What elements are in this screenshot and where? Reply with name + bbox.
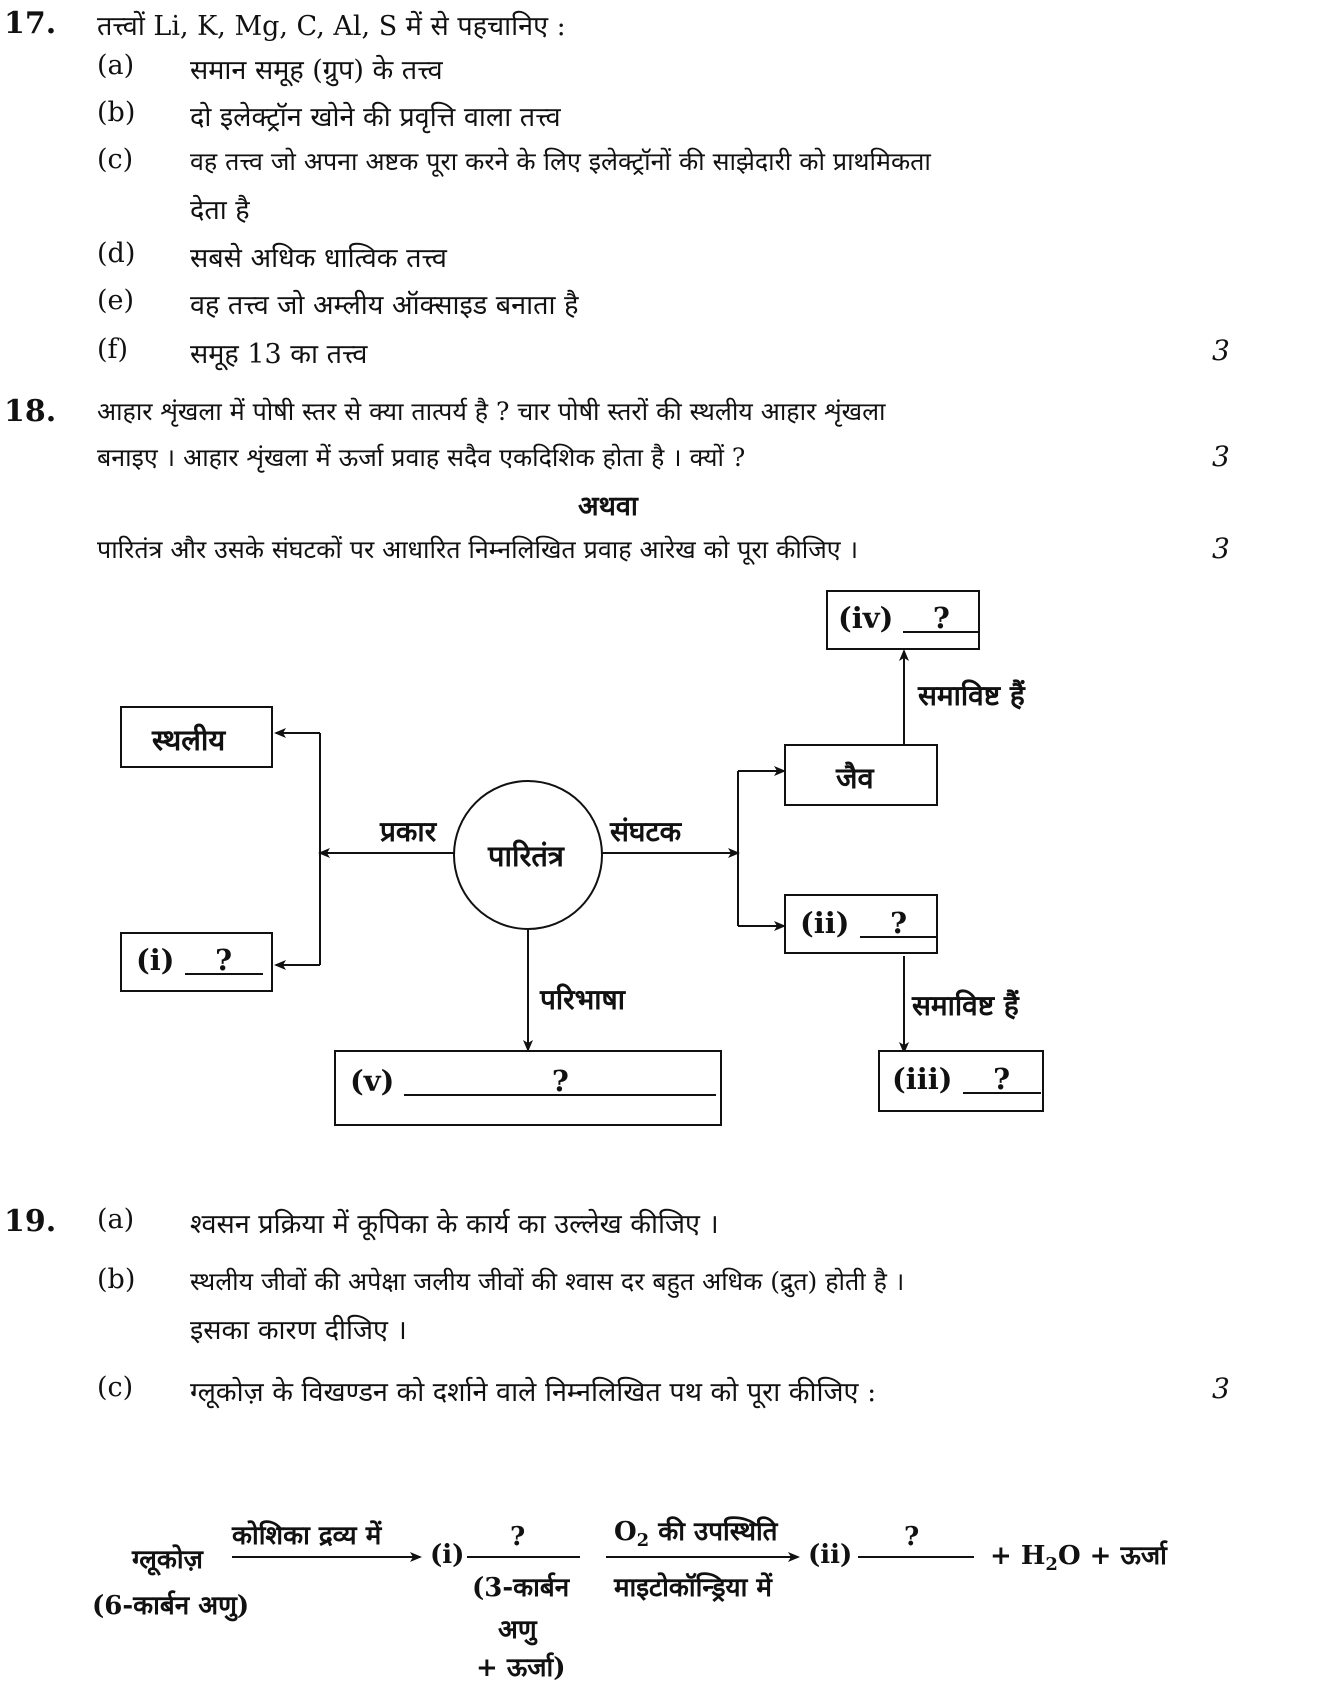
q18-line1: आहार शृंखला में पोषी स्तर से क्या तात्पर्य है ? चार पोषी स्तरों की स्थलीय आहार शृंखला: [97, 397, 886, 426]
q17-c-text-cont: देता है: [190, 195, 250, 226]
q17-f-text: समूह 13 का तत्त्व: [190, 339, 368, 370]
q18-line2: बनाइए । आहार शृंखला में ऊर्जा प्रवाह सदैव एकदिशिक होता है । क्यों ?: [97, 443, 746, 472]
q19-number: 19.: [4, 1204, 57, 1239]
water-energy-label: [990, 1536, 1167, 1575]
q17-b-text: दो इलेक्ट्रॉन खोने की प्रवृत्ति वाला तत्त्व: [190, 102, 561, 133]
glucose-sub-label: (6-कार्बन अणु): [92, 1591, 250, 1621]
q19-marks: 3: [1212, 1372, 1230, 1405]
includes-top-label: समाविष्ट हैं: [918, 679, 1025, 712]
q17-stem: तत्त्वों Li, K, Mg, C, Al, S में से पहचानिए :: [97, 11, 566, 42]
o2-symbol: O: [614, 1517, 637, 1547]
box-i-label: (i): [136, 943, 175, 977]
q18-or: अथवा: [578, 491, 638, 522]
q19-c-label: (c): [97, 1372, 134, 1403]
box-v-blank: ?: [404, 1068, 716, 1096]
q17-d-text: सबसे अधिक धात्विक तत्त्व: [190, 243, 447, 274]
q17-b-label: (b): [97, 97, 136, 128]
box-ii-label: (ii): [800, 906, 850, 940]
q17-number: 17.: [4, 6, 57, 41]
glucose-label: ग्लूकोज़: [132, 1545, 203, 1575]
q17-c-label: (c): [97, 144, 134, 175]
q18-alt-question: पारितंत्र और उसके संघटकों पर आधारित निम्नलिखित प्रवाह आरेख को पूरा कीजिए ।: [97, 535, 859, 564]
q17-a-text: समान समूह (ग्रुप) के तत्त्व: [190, 55, 443, 86]
q17-e-label: (e): [97, 285, 135, 316]
q19-b-label: (b): [97, 1264, 136, 1295]
box-iii-label: (iii): [892, 1062, 953, 1096]
types-label: प्रकार: [380, 815, 437, 848]
pathway-i-sub2: अणु: [498, 1615, 537, 1645]
box-ii-blank: ?: [860, 910, 938, 938]
mitochondria-label: माइटोकॉन्ड्रिया में: [614, 1573, 772, 1603]
pathway-i-sub3: + ऊर्जा): [476, 1653, 566, 1683]
box-i-blank: ?: [185, 947, 263, 975]
q18-alt-marks: 3: [1212, 532, 1230, 565]
h2o-pre: + H: [990, 1541, 1046, 1571]
box-iii-blank: ?: [963, 1066, 1041, 1094]
q17-e-text: वह तत्त्व जो अम्लीय ऑक्साइड बनाता है: [190, 290, 579, 321]
q19-a-text: श्वसन प्रक्रिया में कूपिका के कार्य का उल्लेख कीजिए ।: [190, 1209, 719, 1240]
q18-number: 18.: [4, 394, 57, 429]
q19-b-text-cont: इसका कारण दीजिए ।: [190, 1315, 407, 1346]
cytoplasm-label: कोशिका द्रव्य में: [232, 1521, 382, 1551]
box-v-label: (v): [350, 1064, 395, 1098]
definition-label: परिभाषा: [540, 983, 625, 1016]
q17-marks: 3: [1212, 334, 1230, 367]
q19-a-label: (a): [97, 1204, 135, 1235]
h2o-post: O + ऊर्जा: [1057, 1541, 1167, 1571]
box-iv-blank: ?: [903, 605, 979, 633]
h2o-subscript: 2: [1045, 1554, 1058, 1576]
pathway-ii-label: (ii): [808, 1540, 853, 1570]
ecosystem-center-label: पारितंत्र: [488, 839, 564, 873]
includes-bottom-label: समाविष्ट हैं: [912, 989, 1019, 1022]
pathway-ii-question: ?: [904, 1522, 920, 1552]
o2-subscript: 2: [636, 1530, 650, 1552]
pathway-i-question: ?: [510, 1522, 526, 1552]
pathway-i-label: (i): [430, 1540, 465, 1570]
biotic-label: जैव: [836, 761, 874, 795]
o2-rest: की उपस्थिति: [649, 1517, 778, 1547]
q17-c-text: वह तत्त्व जो अपना अष्टक पूरा करने के लिए इलेक्ट्रॉनों की साझेदारी को प्राथमिकता: [190, 147, 931, 176]
q17-a-label: (a): [97, 50, 135, 81]
q17-d-label: (d): [97, 238, 136, 269]
q18-marks: 3: [1212, 440, 1230, 473]
components-label: संघटक: [610, 815, 682, 848]
q19-b-text: स्थलीय जीवों की अपेक्षा जलीय जीवों की श्वास दर बहुत अधिक (द्रुत) होती है ।: [190, 1267, 905, 1296]
terrestrial-label: स्थलीय: [152, 723, 226, 757]
pathway-i-sub1: (3-कार्बन: [472, 1573, 570, 1603]
oxygen-presence-label: [614, 1512, 778, 1551]
box-iv-label: (iv): [838, 601, 894, 635]
q17-f-label: (f): [97, 334, 129, 365]
q19-c-text: ग्लूकोज़ के विखण्डन को दर्शाने वाले निम्नलिखित पथ को पूरा कीजिए :: [190, 1377, 877, 1408]
